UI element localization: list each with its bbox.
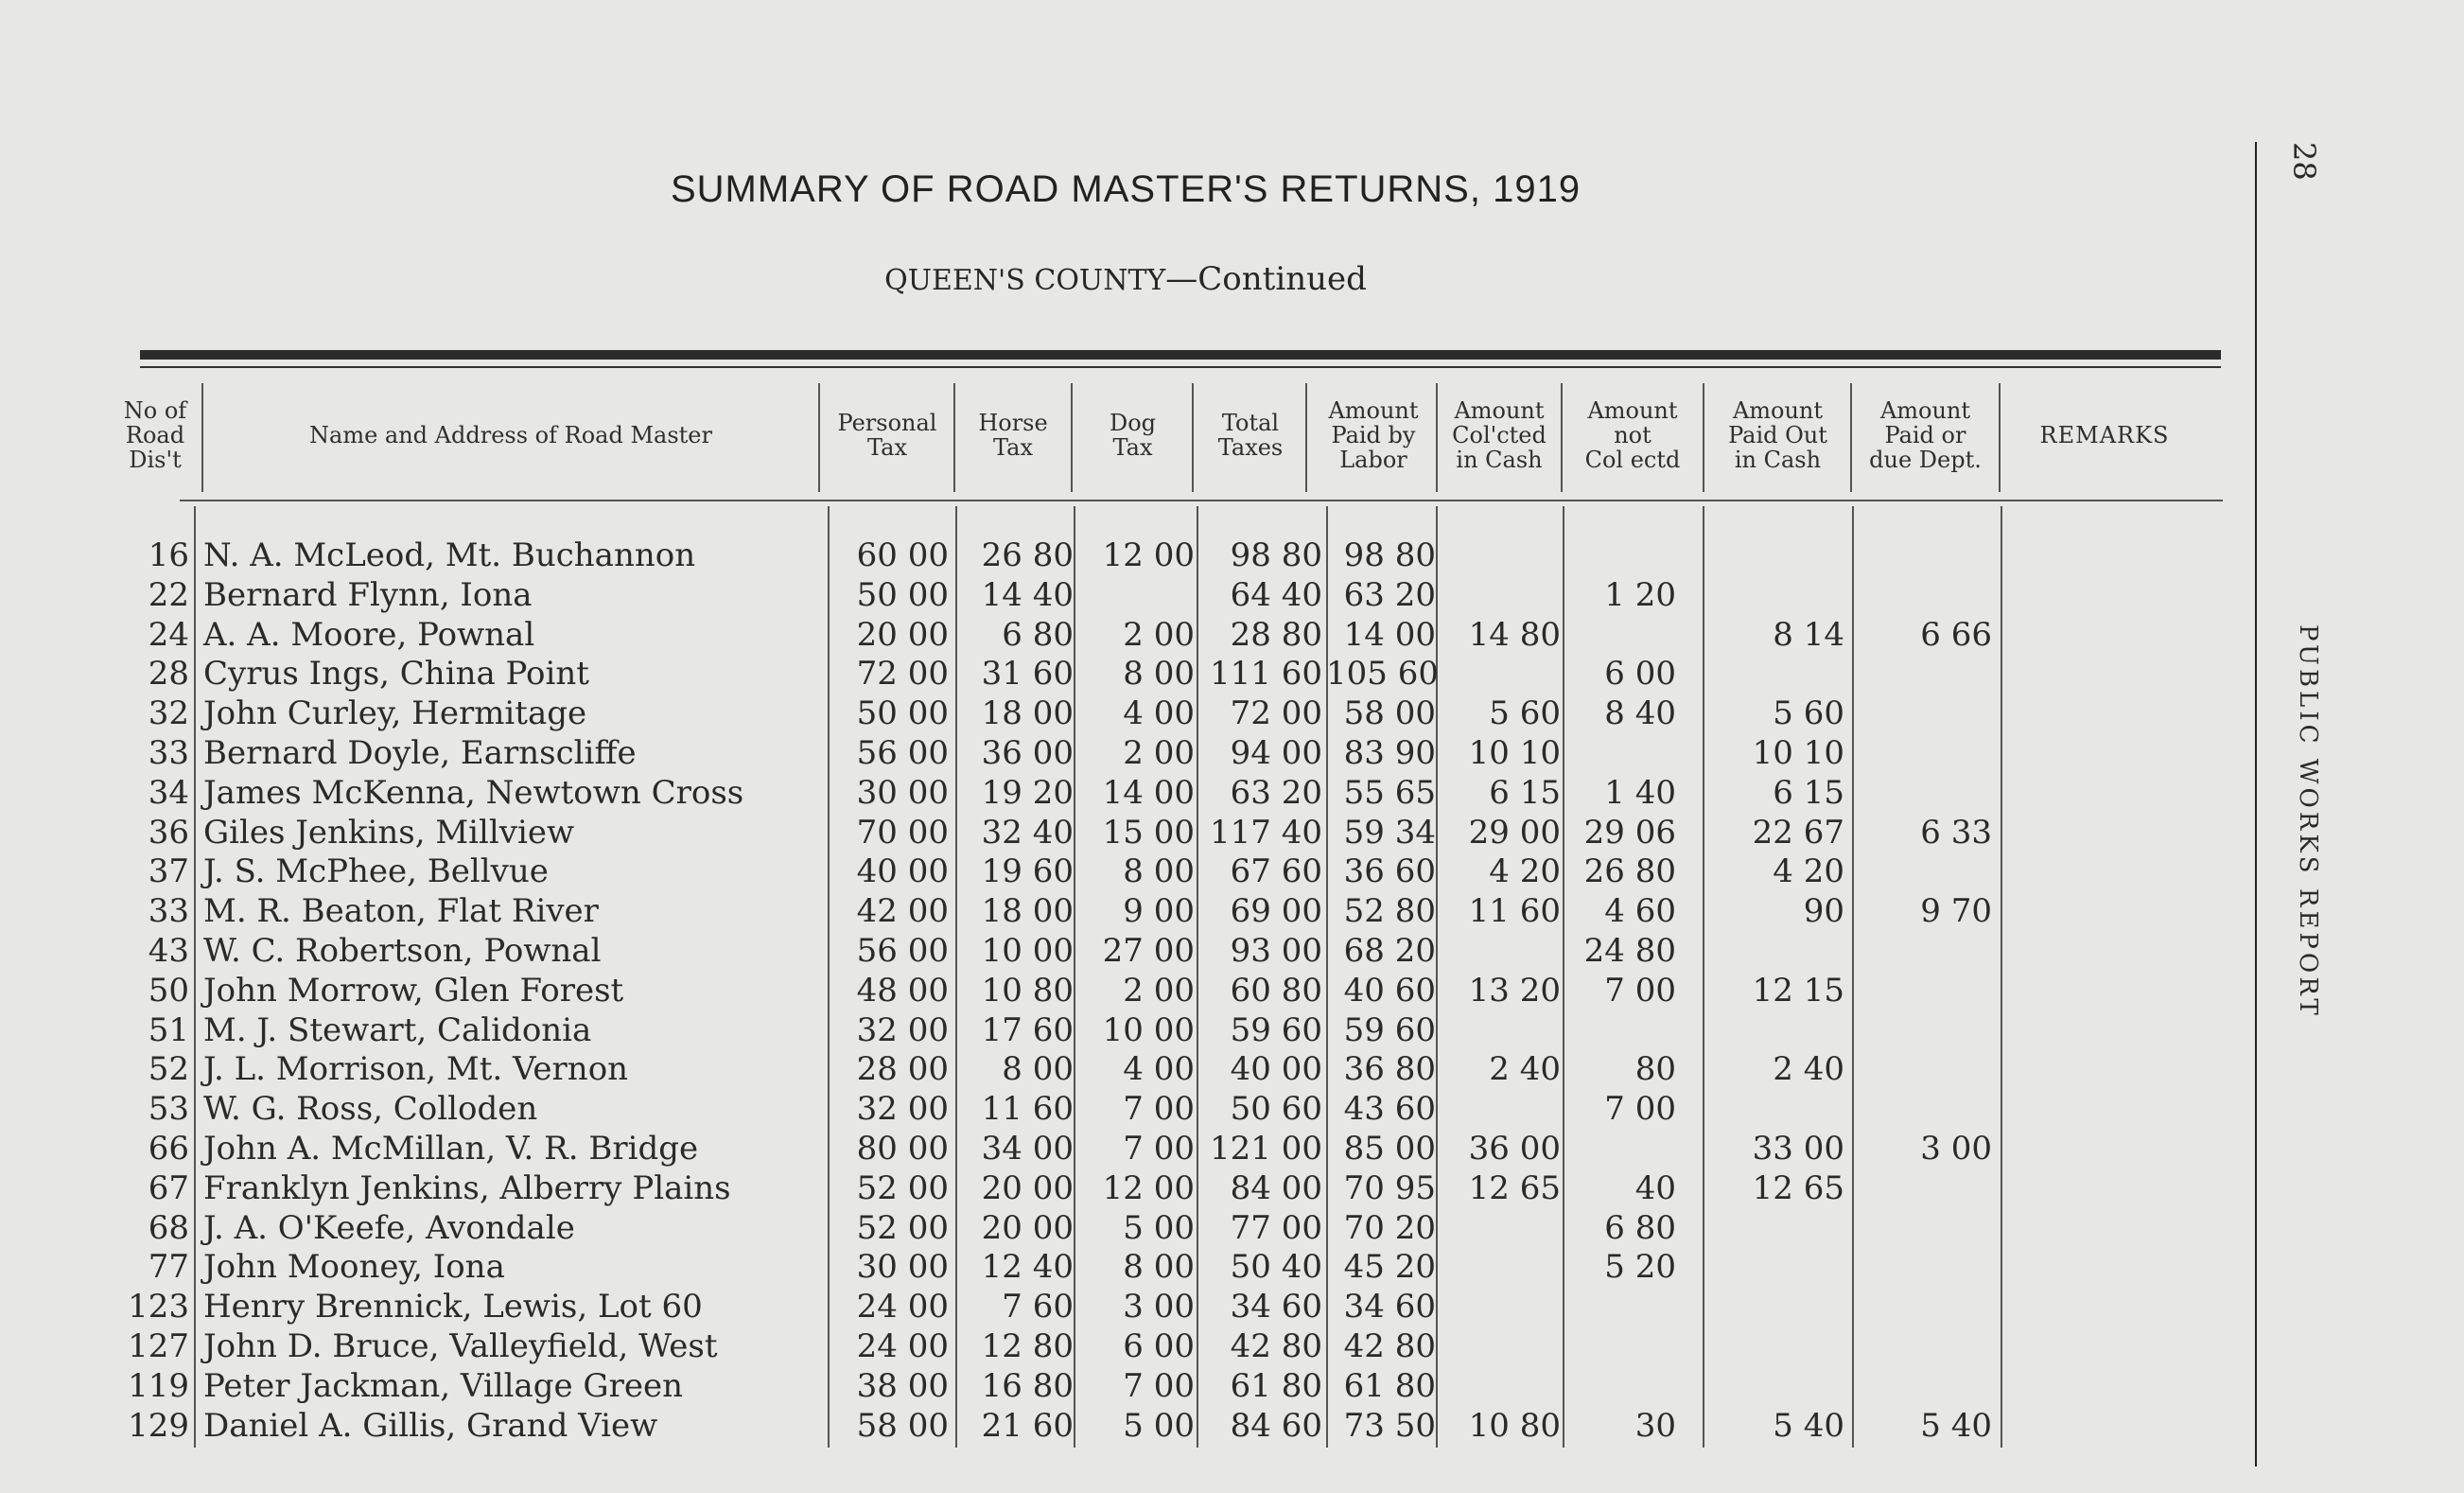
table-row [0, 773, 2251, 813]
cell-personal: 52 00 [856, 1168, 949, 1207]
header-paiddue: Amount Paid or due Dept. [1869, 397, 1982, 473]
cell-personal: 30 00 [856, 1248, 949, 1287]
cell-dist: 32 [148, 694, 189, 733]
table-row [0, 615, 2251, 655]
cell-horse: 10 80 [981, 971, 1074, 1010]
cell-horse: 31 60 [981, 655, 1074, 694]
header-divider [1561, 383, 1563, 492]
header-divider [1305, 383, 1307, 492]
cell-dist: 129 [128, 1406, 189, 1445]
cell-personal: 38 00 [856, 1366, 949, 1405]
margin-rule [2255, 142, 2257, 1467]
cell-horse: 26 80 [981, 536, 1074, 574]
cell-dog: 14 00 [1102, 773, 1195, 812]
cell-name: Bernard Doyle, Earnscliffe [203, 734, 637, 772]
cell-notcollected: 30 [1634, 1406, 1676, 1445]
cell-dist: 52 [148, 1050, 189, 1089]
cell-name: Daniel A. Gillis, Grand View [203, 1406, 658, 1445]
cell-paidout: 33 00 [1752, 1130, 1844, 1168]
cell-dist: 67 [148, 1168, 189, 1207]
subtitle-county: QUEEN'S COUNTY [884, 264, 1166, 297]
cell-dist: 123 [128, 1288, 189, 1326]
cell-total: 42 80 [1230, 1327, 1322, 1365]
cell-dist: 66 [148, 1130, 189, 1168]
cell-dog: 27 00 [1102, 932, 1195, 970]
cell-dist: 22 [148, 575, 189, 614]
cell-horse: 11 60 [981, 1090, 1074, 1129]
cell-notcollected: 5 20 [1604, 1248, 1676, 1287]
cell-notcollected: 26 80 [1583, 852, 1676, 891]
cell-notcollected: 24 80 [1583, 932, 1676, 970]
cell-total: 63 20 [1230, 773, 1322, 812]
cell-labor: 42 80 [1343, 1327, 1436, 1365]
header-divider [1192, 383, 1194, 492]
header-notcollected: Amount not Col ectd [1584, 397, 1681, 473]
table-row [0, 1366, 2251, 1406]
cell-collected: 2 40 [1489, 1050, 1561, 1089]
cell-horse: 6 80 [1002, 615, 1074, 654]
cell-dog: 7 00 [1123, 1366, 1195, 1405]
cell-dog: 12 00 [1102, 536, 1195, 574]
cell-dist: 34 [148, 773, 189, 812]
cell-paiddue: 6 33 [1920, 813, 1992, 852]
cell-collected: 6 15 [1489, 773, 1561, 812]
cell-personal: 50 00 [856, 694, 949, 733]
subtitle-continued: —Continued [1165, 260, 1367, 298]
header-horse: Horse Tax [978, 410, 1048, 461]
cell-notcollected: 8 40 [1604, 694, 1676, 733]
header-dog: Dog Tax [1109, 410, 1157, 461]
cell-dist: 16 [148, 536, 189, 574]
cell-name: J. S. McPhee, Bellvue [203, 852, 549, 891]
cell-horse: 19 60 [981, 852, 1074, 891]
cell-collected: 10 80 [1468, 1406, 1561, 1445]
cell-dog: 6 00 [1123, 1327, 1195, 1365]
page-title: SUMMARY OF ROAD MASTER'S RETURNS, 1919 [670, 168, 1582, 210]
cell-total: 40 00 [1230, 1050, 1322, 1089]
cell-horse: 34 00 [981, 1130, 1074, 1168]
cell-dist: 33 [148, 734, 189, 772]
cell-dist: 68 [148, 1208, 189, 1247]
cell-personal: 24 00 [856, 1327, 949, 1365]
cell-labor: 36 80 [1343, 1050, 1436, 1089]
cell-horse: 10 00 [981, 932, 1074, 970]
cell-total: 121 00 [1210, 1130, 1322, 1168]
cell-total: 111 60 [1210, 655, 1322, 694]
cell-paidout: 6 15 [1773, 773, 1844, 812]
cell-collected: 11 60 [1468, 892, 1561, 931]
cell-dist: 53 [148, 1090, 189, 1129]
cell-personal: 50 00 [856, 575, 949, 614]
cell-labor: 61 80 [1343, 1366, 1436, 1405]
table-row [0, 891, 2251, 931]
cell-paidout: 2 40 [1773, 1050, 1844, 1089]
cell-notcollected: 6 80 [1604, 1208, 1676, 1247]
cell-name: John D. Bruce, Valleyfield, West [203, 1327, 718, 1365]
header-dist: No of Road Dis't [123, 397, 187, 473]
cell-name: J. A. O'Keefe, Avondale [203, 1208, 575, 1247]
cell-horse: 8 00 [1002, 1050, 1074, 1089]
cell-personal: 56 00 [856, 734, 949, 772]
cell-personal: 28 00 [856, 1050, 949, 1089]
cell-paidout: 5 40 [1773, 1406, 1844, 1445]
cell-labor: 40 60 [1343, 971, 1436, 1010]
cell-notcollected: 80 [1634, 1050, 1676, 1089]
cell-paiddue: 9 70 [1920, 892, 1992, 931]
cell-labor: 68 20 [1343, 932, 1436, 970]
table-row [0, 931, 2251, 971]
cell-total: 72 00 [1230, 694, 1322, 733]
cell-personal: 80 00 [856, 1130, 949, 1168]
cell-name: Henry Brennick, Lewis, Lot 60 [203, 1288, 703, 1326]
cell-personal: 32 00 [856, 1090, 949, 1129]
cell-labor: 63 20 [1343, 575, 1436, 614]
cell-horse: 32 40 [981, 813, 1074, 852]
page-subtitle [0, 260, 2251, 298]
cell-personal: 70 00 [856, 813, 949, 852]
cell-paidout: 12 65 [1752, 1168, 1844, 1207]
cell-dist: 28 [148, 655, 189, 694]
cell-personal: 56 00 [856, 932, 949, 970]
table-row [0, 654, 2251, 694]
cell-horse: 7 60 [1002, 1288, 1074, 1326]
cell-notcollected: 7 00 [1604, 1090, 1676, 1129]
table-row [0, 1326, 2251, 1366]
cell-collected: 14 80 [1468, 615, 1561, 654]
cell-labor: 98 80 [1343, 536, 1436, 574]
cell-horse: 16 80 [981, 1366, 1074, 1405]
table-row [0, 1049, 2251, 1089]
cell-total: 98 80 [1230, 536, 1322, 574]
cell-labor: 83 90 [1343, 734, 1436, 772]
cell-horse: 20 00 [981, 1208, 1074, 1247]
table-row [0, 1247, 2251, 1287]
cell-dist: 119 [128, 1366, 189, 1405]
table-row [0, 575, 2251, 615]
cell-total: 61 80 [1230, 1366, 1322, 1405]
cell-labor: 73 50 [1343, 1406, 1436, 1445]
cell-dist: 36 [148, 813, 189, 852]
cell-total: 94 00 [1230, 734, 1322, 772]
cell-dog: 8 00 [1123, 1248, 1195, 1287]
cell-paidout: 8 14 [1773, 615, 1844, 654]
cell-labor: 59 34 [1343, 813, 1436, 852]
header-personal: Personal Tax [837, 410, 937, 461]
cell-name: Bernard Flynn, Iona [203, 575, 533, 614]
header-divider [1703, 383, 1704, 492]
cell-personal: 42 00 [856, 892, 949, 931]
table-row [0, 1406, 2251, 1446]
cell-personal: 72 00 [856, 655, 949, 694]
cell-dist: 24 [148, 615, 189, 654]
header-labor: Amount Paid by Labor [1328, 397, 1419, 473]
cell-dog: 7 00 [1123, 1090, 1195, 1129]
cell-paiddue: 5 40 [1920, 1406, 1992, 1445]
cell-notcollected: 29 06 [1583, 813, 1676, 852]
cell-dog: 8 00 [1123, 852, 1195, 891]
cell-paidout: 4 20 [1773, 852, 1844, 891]
table-row [0, 813, 2251, 852]
cell-notcollected: 40 [1634, 1168, 1676, 1207]
cell-labor: 85 00 [1343, 1130, 1436, 1168]
cell-total: 84 00 [1230, 1168, 1322, 1207]
cell-notcollected: 4 60 [1604, 892, 1676, 931]
page-number: 28 [2286, 142, 2322, 181]
header-paidout: Amount Paid Out in Cash [1728, 397, 1827, 473]
cell-total: 67 60 [1230, 852, 1322, 891]
header-total: Total Taxes [1217, 410, 1284, 461]
header-divider [1999, 383, 2001, 492]
cell-total: 93 00 [1230, 932, 1322, 970]
top-thin-rule [140, 366, 2221, 368]
cell-total: 50 40 [1230, 1248, 1322, 1287]
cell-horse: 21 60 [981, 1406, 1074, 1445]
table-row [0, 971, 2251, 1010]
cell-name: A. A. Moore, Pownal [203, 615, 535, 654]
cell-name: J. L. Morrison, Mt. Vernon [203, 1050, 629, 1089]
cell-labor: 55 65 [1343, 773, 1436, 812]
cell-notcollected: 6 00 [1604, 655, 1676, 694]
cell-labor: 52 80 [1343, 892, 1436, 931]
cell-total: 59 60 [1230, 1010, 1322, 1049]
cell-dog: 15 00 [1102, 813, 1195, 852]
cell-collected: 12 65 [1468, 1168, 1561, 1207]
cell-paiddue: 6 66 [1920, 615, 1992, 654]
cell-dog: 7 00 [1123, 1130, 1195, 1168]
table-row [0, 1208, 2251, 1248]
cell-paidout: 10 10 [1752, 734, 1844, 772]
cell-collected: 10 10 [1468, 734, 1561, 772]
cell-name: N. A. McLeod, Mt. Buchannon [203, 536, 696, 574]
header-name: Name and Address of Road Master [309, 422, 712, 448]
table-row [0, 1010, 2251, 1050]
cell-total: 60 80 [1230, 971, 1322, 1010]
cell-total: 77 00 [1230, 1208, 1322, 1247]
cell-dist: 50 [148, 971, 189, 1010]
cell-dist: 37 [148, 852, 189, 891]
cell-horse: 18 00 [981, 694, 1074, 733]
table-row [0, 1129, 2251, 1168]
cell-horse: 17 60 [981, 1010, 1074, 1049]
cell-personal: 52 00 [856, 1208, 949, 1247]
header-divider [1850, 383, 1852, 492]
cell-collected: 13 20 [1468, 971, 1561, 1010]
cell-dist: 127 [128, 1327, 189, 1365]
cell-name: John Mooney, Iona [203, 1248, 505, 1287]
cell-collected: 36 00 [1468, 1130, 1561, 1168]
cell-dog: 4 00 [1123, 1050, 1195, 1089]
cell-dog: 5 00 [1123, 1406, 1195, 1445]
cell-dog: 2 00 [1123, 615, 1195, 654]
cell-horse: 12 80 [981, 1327, 1074, 1365]
cell-personal: 60 00 [856, 536, 949, 574]
cell-total: 69 00 [1230, 892, 1322, 931]
cell-labor: 14 00 [1343, 615, 1436, 654]
cell-horse: 18 00 [981, 892, 1074, 931]
cell-dog: 4 00 [1123, 694, 1195, 733]
cell-horse: 36 00 [981, 734, 1074, 772]
table-row [0, 852, 2251, 891]
cell-dog: 9 00 [1123, 892, 1195, 931]
cell-dog: 2 00 [1123, 971, 1195, 1010]
cell-total: 64 40 [1230, 575, 1322, 614]
cell-name: Cyrus Ings, China Point [203, 655, 589, 694]
cell-collected: 4 20 [1489, 852, 1561, 891]
cell-horse: 19 20 [981, 773, 1074, 812]
header-remarks: REMARKS [2039, 422, 2170, 448]
table-row [0, 1287, 2251, 1326]
cell-collected: 29 00 [1468, 813, 1561, 852]
cell-paidout: 22 67 [1752, 813, 1844, 852]
cell-personal: 48 00 [856, 971, 949, 1010]
header-divider [1071, 383, 1073, 492]
cell-labor: 34 60 [1343, 1288, 1436, 1326]
cell-personal: 58 00 [856, 1406, 949, 1445]
cell-labor: 43 60 [1343, 1090, 1436, 1129]
cell-personal: 32 00 [856, 1010, 949, 1049]
top-heavy-rule [140, 350, 2221, 360]
cell-total: 84 60 [1230, 1406, 1322, 1445]
header-divider [953, 383, 955, 492]
cell-total: 34 60 [1230, 1288, 1322, 1326]
header-divider [201, 383, 203, 492]
cell-name: W. G. Ross, Colloden [203, 1090, 538, 1129]
cell-dist: 51 [148, 1010, 189, 1049]
cell-notcollected: 1 40 [1604, 773, 1676, 812]
cell-name: James McKenna, Newtown Cross [203, 773, 744, 812]
header-bottom-rule [180, 500, 2223, 501]
header-divider [818, 383, 820, 492]
cell-labor: 59 60 [1343, 1010, 1436, 1049]
header-collected: Amount Col'cted in Cash [1452, 397, 1547, 473]
cell-name: W. C. Robertson, Pownal [203, 932, 602, 970]
cell-dog: 10 00 [1102, 1010, 1195, 1049]
cell-collected: 5 60 [1489, 694, 1561, 733]
cell-dog: 12 00 [1102, 1168, 1195, 1207]
header-divider [1436, 383, 1438, 492]
cell-labor: 70 20 [1343, 1208, 1436, 1247]
running-head: PUBLIC WORKS REPORT [2294, 624, 2322, 1019]
cell-paiddue: 3 00 [1920, 1130, 1992, 1168]
cell-name: John Curley, Hermitage [203, 694, 587, 733]
cell-horse: 12 40 [981, 1248, 1074, 1287]
cell-name: M. R. Beaton, Flat River [203, 892, 599, 931]
table-row [0, 536, 2251, 575]
cell-paidout: 5 60 [1773, 694, 1844, 733]
cell-labor: 70 95 [1343, 1168, 1436, 1207]
cell-dog: 8 00 [1123, 655, 1195, 694]
cell-name: Peter Jackman, Village Green [203, 1366, 683, 1405]
cell-horse: 14 40 [981, 575, 1074, 614]
table-row [0, 733, 2251, 773]
cell-name: Franklyn Jenkins, Alberry Plains [203, 1168, 731, 1207]
cell-total: 50 60 [1230, 1090, 1322, 1129]
cell-dog: 2 00 [1123, 734, 1195, 772]
cell-name: Giles Jenkins, Millview [203, 813, 575, 852]
cell-personal: 20 00 [856, 615, 949, 654]
cell-personal: 24 00 [856, 1288, 949, 1326]
cell-dist: 43 [148, 932, 189, 970]
table-row [0, 1168, 2251, 1208]
cell-dog: 3 00 [1123, 1288, 1195, 1326]
cell-paidout: 12 15 [1752, 971, 1844, 1010]
cell-personal: 40 00 [856, 852, 949, 891]
cell-name: M. J. Stewart, Calidonia [203, 1010, 592, 1049]
cell-total: 28 80 [1230, 615, 1322, 654]
cell-total: 117 40 [1210, 813, 1322, 852]
cell-dist: 77 [148, 1248, 189, 1287]
table-row [0, 1089, 2251, 1129]
cell-labor: 36 60 [1343, 852, 1436, 891]
cell-horse: 20 00 [981, 1168, 1074, 1207]
cell-notcollected: 1 20 [1604, 575, 1676, 614]
cell-personal: 30 00 [856, 773, 949, 812]
cell-labor: 105 60 [1326, 655, 1439, 694]
cell-name: John Morrow, Glen Forest [203, 971, 624, 1010]
cell-labor: 58 00 [1343, 694, 1436, 733]
cell-dog: 5 00 [1123, 1208, 1195, 1247]
cell-name: John A. McMillan, V. R. Bridge [203, 1130, 699, 1168]
cell-labor: 45 20 [1343, 1248, 1436, 1287]
cell-notcollected: 7 00 [1604, 971, 1676, 1010]
cell-paidout: 90 [1803, 892, 1844, 931]
cell-dist: 33 [148, 892, 189, 931]
table-row [0, 694, 2251, 733]
